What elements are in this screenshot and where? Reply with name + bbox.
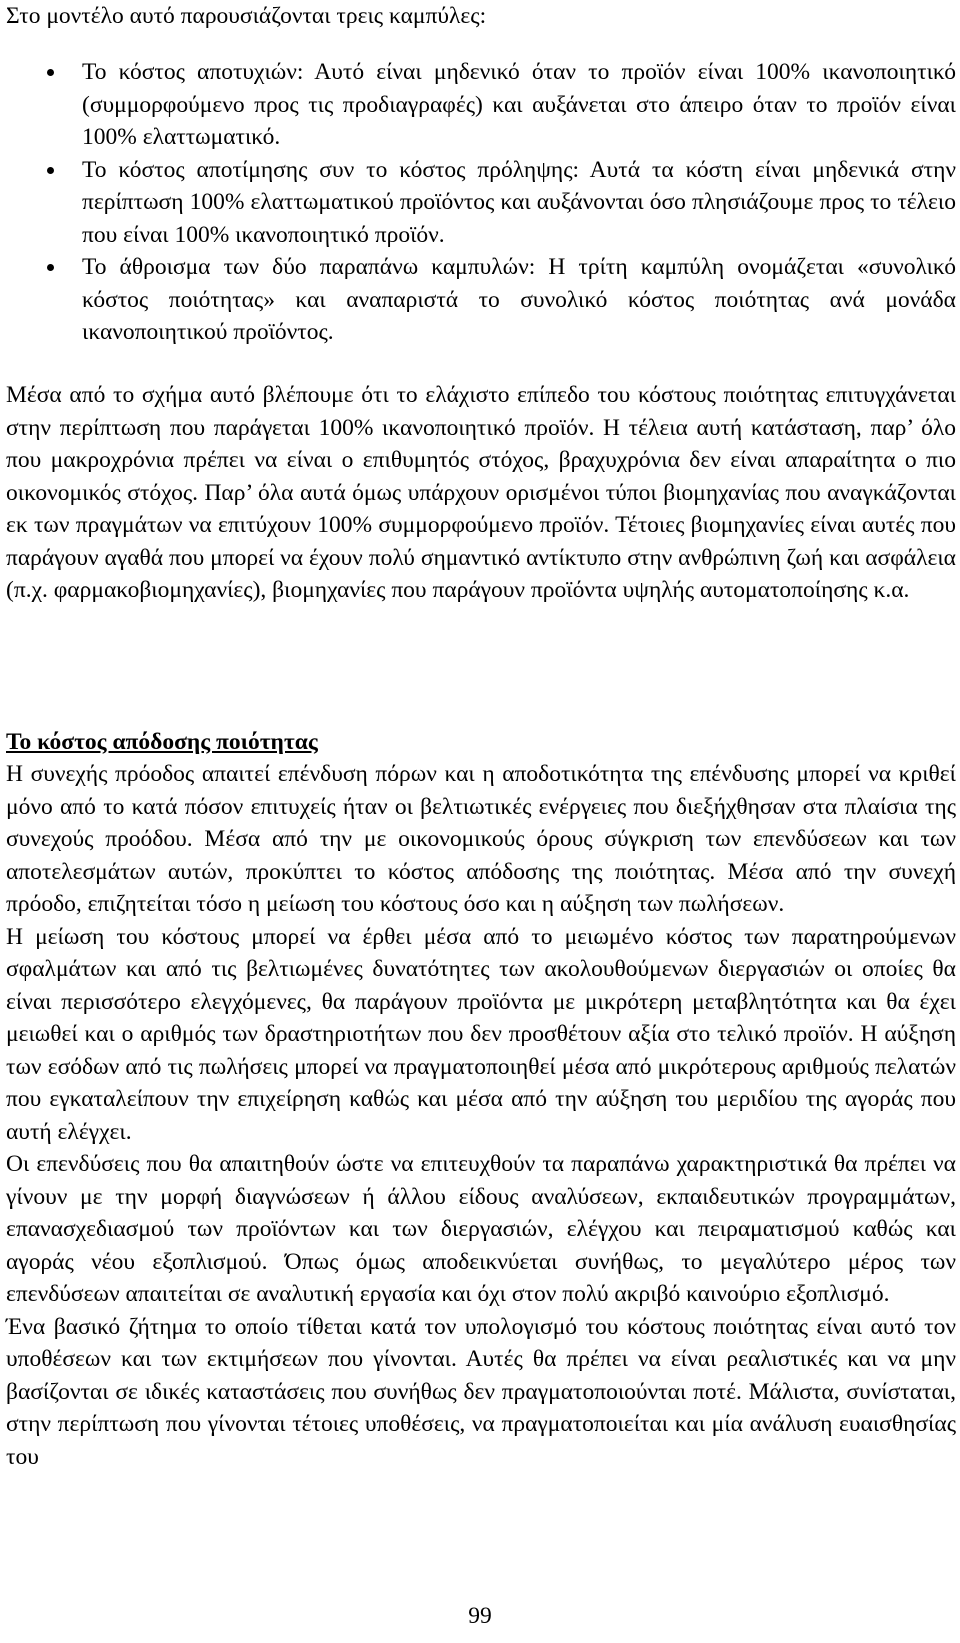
section-body (6, 758, 956, 1473)
intro-line: Στο μοντέλο αυτό παρουσιάζονται τρεις καμπύλες: (6, 3, 487, 29)
page-number: 99 (468, 1603, 492, 1629)
list-item (0, 251, 956, 349)
paragraph: Μέσα από το σχήμα αυτό βλέπουμε ότι το ελάχιστο επίπεδο του κόστους ποιότητας επιτυγχάνεται στην περίπτωση που παράγεται 100% ικανοποιητικό προϊόν. Η τέλεια αυτή κατάσταση, παρ’ όλο που μακροχρόνια πρέπει να είναι ο επιθυμητός στόχος, βραχυχρόνια δεν είναι απαραίτητα ο πιο οικονομικός στόχος. Παρ’ όλα αυτά όμως υπάρχουν ορισμένοι τύποι βιομηχανίας που αναγκάζονται εκ των πραγμάτων να επιτύχουν 100% συμμορφούμενο προϊόν. Τέτοιες βιομηχανίες είναι αυτές που παράγουν αγαθά που μπορεί να έχουν πολύ σημαντικό αντίκτυπο στην ανθρώπινη ζωή και ασφάλεια (π.χ. φαρμακοβιομηχανίες), βιομηχανίες που παράγουν προϊόντα υψηλής αυτοματοποίησης κ.α. (6, 382, 956, 603)
paragraph: Η συνεχής πρόοδος απαιτεί επένδυση πόρων και η αποδοτικότητα της επένδυσης μπορεί να κριθεί μόνο από το κατά πόσον επιτυχείς ήταν οι βελτιωτικές ενέργειες που διεξήχθησαν στα πλαίσια της συνεχούς προόδου. Μέσα από την με οικονομικούς όρους σύγκριση των επενδύσεων και των αποτελεσμάτων αυτών, προκύπτει το κόστος απόδοσης της ποιότητας. Μέσα από την συνεχή πρόοδο, επιζητείται τόσο η μείωση του κόστους όσο και η αύξηση των πωλήσεων. (6, 761, 956, 917)
paragraph: Οι επενδύσεις που θα απαιτηθούν ώστε να επιτευχθούν τα παραπάνω χαρακτηριστικά θα πρέπει να γίνουν με την μορφή διαγνώσεων ή άλλου είδους αναλύσεων, εκπαιδευτικών προγραμμάτων, επανασχεδιασμού των προϊόντων και των διεργασιών, ελέγχου και πειραματισμού καθώς και αγοράς νέου εξοπλισμού. Όπως όμως αποδεικνύεται συνήθως, το μεγαλύτερο μέρος των επενδύσεων απαιτείται σε αναλυτική εργασία και όχι στον πολύ ακριβό καινούριο εξοπλισμό. (6, 1151, 956, 1307)
bullet-icon (47, 69, 54, 76)
list-item-text: Το κόστος αποτυχιών: Αυτό είναι μηδενικό όταν το προϊόν είναι 100% ικανοποιητικό (συμμορφούμενο προς τις προδιαγραφές) και αυξάνεται στο άπειρο όταν το προϊόν είναι 100% ελαττωματικό. (82, 59, 956, 150)
list-item-text: Το άθροισμα των δύο παραπάνω καμπυλών: Η τρίτη καμπύλη ονομάζεται «συνολικό κόστος ποιότητας» και αναπαριστά το συνολικό κόστος ποιότητας ανά μονάδα ικανοποιητικού προϊόντος. (82, 254, 956, 345)
list-item (0, 154, 956, 252)
list-item-text: Το κόστος αποτίμησης συν το κόστος πρόληψης: Αυτά τα κόστη είναι μηδενικά στην περίπτωση 100% ελαττωματικού προϊόντος και αυξάνονται όσο πλησιάζουμε προς το τέλειο που είναι 100% ικανοποιητικό προϊόν. (82, 156, 956, 248)
paragraph: Η μείωση του κόστους μπορεί να έρθει μέσα από το μειωμένο κόστος των παρατηρούμενων σφαλμάτων και από τις βελτιωμένες δυνατότητες των ακολουθούμενων διεργασιών οι οποίες θα είναι περισσότερο ελεγχόμενες, θα παράγουν προϊόντα με μικρότερη μεταβλητότητα και θα έχει μειωθεί και ο αριθμός των δραστηριοτήτων που δεν προσθέτουν αξία στο τελικό προϊόν. Η αύξηση των εσόδων από τις πωλήσεις μπορεί να πραγματοποιηθεί μέσα από μικρότερους αριθμούς πελατών που εγκαταλείπουν την επιχείρηση καθώς και μέσα από την αύξηση του μεριδίου της αγοράς που αυτή ελέγχει. (6, 923, 956, 1145)
bullet-icon (47, 264, 54, 271)
curve-list (0, 56, 956, 349)
list-item (0, 56, 956, 154)
paragraph: Ένα βασικό ζήτημα το οποίο τίθεται κατά τον υπολογισμό του κόστους ποιότητας είναι αυτό τον υποθέσεων και των εκτιμήσεων που γίνονται. Αυτές θα πρέπει να είναι ρεαλιστικές και να μην βασίζονται σε ιδικές καταστάσεις που συνήθως δεν πραγματοποιούνται ποτέ. Μάλιστα, συνίσταται, στην περίπτωση που γίνονται τέτοιες υποθέσεις, να πραγματοποιείται και μία ανάλυση ευαισθησίας του (6, 1313, 956, 1470)
bullet-icon (47, 167, 54, 174)
section-heading: Το κόστος απόδοσης ποιότητας (6, 729, 318, 755)
